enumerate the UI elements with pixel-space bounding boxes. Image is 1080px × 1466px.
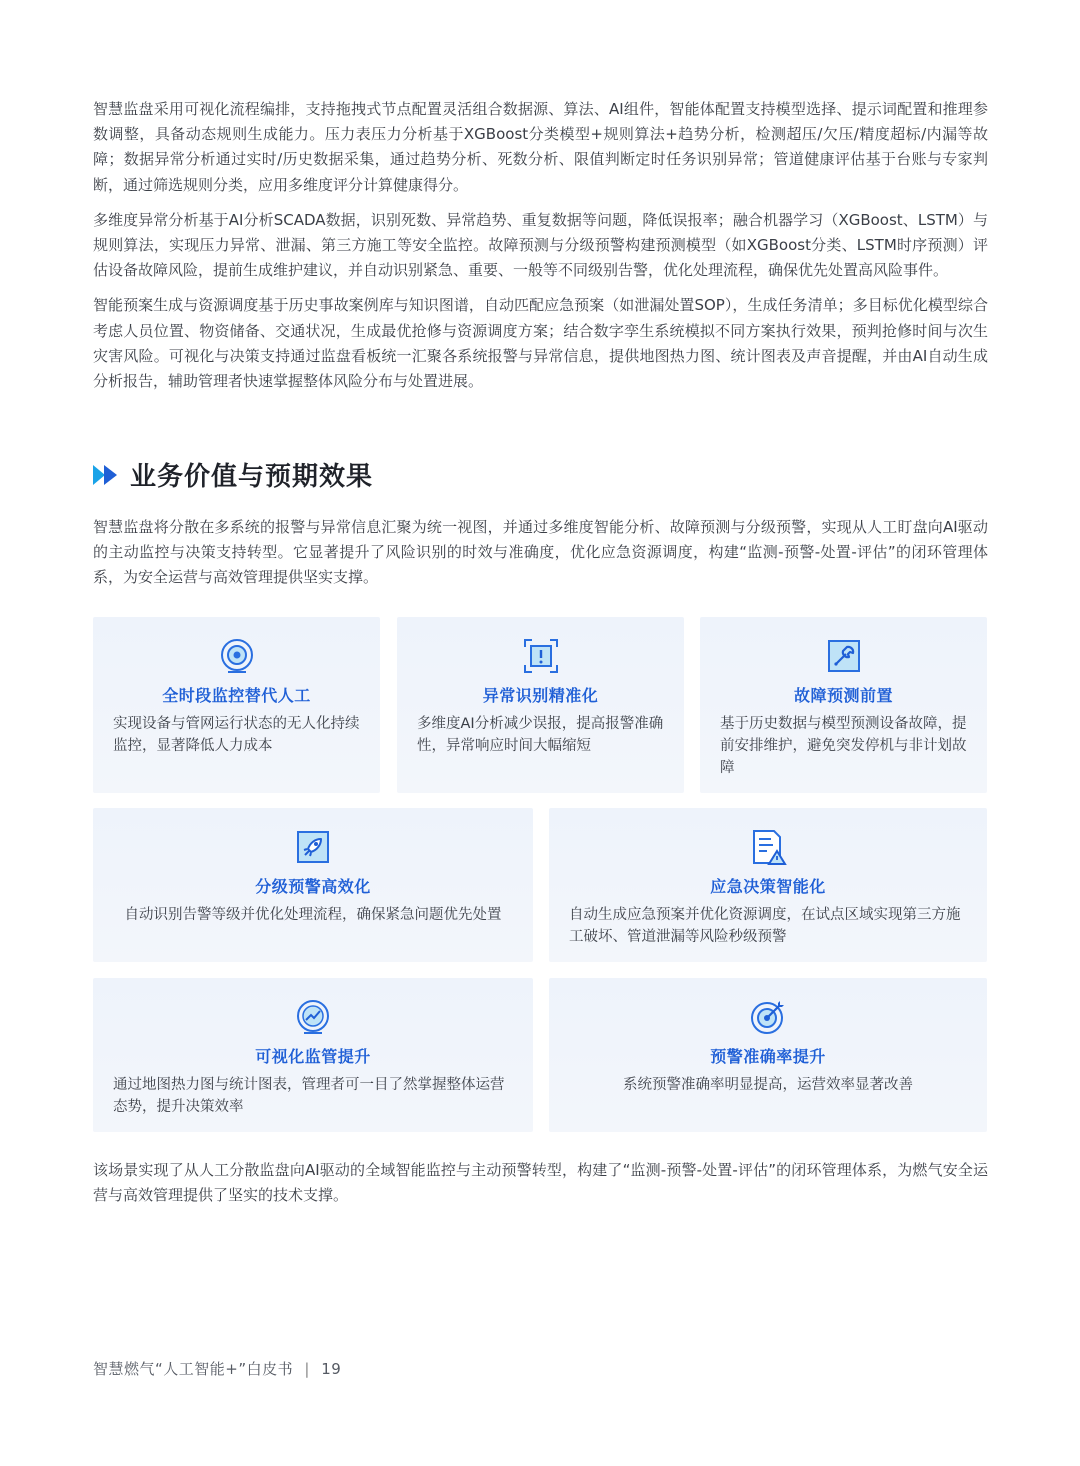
card-desc: 自动生成应急预案并优化资源调度，在试点区域实现第三方施工破坏、管道泄漏等风险秒级预警: [569, 907, 961, 945]
intro-paragraph-2: 多维度异常分析基于AI分析SCADA数据，识别死数、异常趋势、重复数据等问题，降低误报率；融合机器学习（XGBoost、LSTM）与规则算法，实现压力异常、泄漏、第三方施工等安全监控。故障预测与分级预警构建预测模型（如XGBoost分类、LSTM时序预测）评估设备故障风险，提前生成维护建议，并自动识别紧急、重要、一般等不同级别告警，优化处理流程，确保优先处置高风险事件。: [93, 210, 988, 280]
double-chevron-icon: [93, 463, 121, 487]
target-arrow-icon: [749, 998, 787, 1036]
intro-text: [93, 97, 988, 404]
intro-paragraph-3: 智能预案生成与资源调度基于历史事故案例库与知识图谱，自动匹配应急预案（如泄漏处置SOP），生成任务清单；多目标优化模型综合考虑人员位置、物资储备、交通状况，生成最优抢修与资源调度方案；结合数字孪生系统模拟不同方案执行效果，预判抢修时间与次生灾害风险。可视化与决策支持通过监盘看板统一汇聚各系统报警与异常信息，提供地图热力图、统计图表及声音提醒，并由AI自动生成分析报告，辅助管理者快速掌握整体风险分布与处置进展。: [93, 296, 988, 391]
card-desc: 实现设备与管网运行状态的无人化持续监控，显著降低人力成本: [113, 716, 360, 754]
trend-chart-icon: [294, 998, 332, 1036]
card-title: 分级预警高效化: [255, 877, 371, 896]
page-footer: [93, 1358, 341, 1379]
page-number: 19: [321, 1360, 342, 1378]
closing-paragraph: 该场景实现了从人工分散监盘向AI驱动的全域智能监控与主动预警转型，构建了“监测-预警-处置-评估”的闭环管理体系，为燃气安全运营与高效管理提供了坚实的技术支撑。: [93, 1161, 988, 1205]
value-card-visual-supervision: [93, 978, 533, 1132]
footer-separator: |: [304, 1360, 310, 1378]
card-desc: 系统预警准确率明显提高，运营效率显著改善: [623, 1077, 913, 1093]
card-title: 异常识别精准化: [482, 686, 599, 705]
card-desc: 基于历史数据与模型预测设备故障，提前安排维护，避免突发停机与非计划故障: [720, 716, 967, 776]
section-header: [93, 456, 373, 493]
card-desc: 多维度AI分析减少误报，提高报警准确性，异常响应时间大幅缩短: [417, 716, 664, 754]
rocket-icon: [294, 828, 332, 866]
card-title: 故障预测前置: [793, 686, 893, 705]
value-card-warning-accuracy: [549, 978, 987, 1132]
monitor-target-icon: [218, 637, 256, 675]
alert-scan-icon: [522, 637, 560, 675]
value-card-monitoring: [93, 617, 380, 793]
section-title: 业务价值与预期效果: [130, 462, 374, 492]
value-card-emergency-decision: [549, 808, 987, 962]
value-card-fault-prediction: [700, 617, 987, 793]
intro-paragraph-1: 智慧监盘采用可视化流程编排，支持拖拽式节点配置灵活组合数据源、算法、AI组件，智能体配置支持模型选择、提示词配置和推理参数调整，具备动态规则生成能力。压力表压力分析基于XGBoost分类模型+规则算法+趋势分析，检测超压/欠压/精度超标/内漏等故障；数据异常分析通过实时/历史数据采集，通过趋势分析、死数分析、限值判断定时任务识别异常；管道健康评估基于台账与专家判断，通过筛选规则分类，应用多维度评分计算健康得分。: [93, 100, 988, 194]
value-card-tiered-warning: [93, 808, 533, 962]
document-warning-icon: [749, 828, 787, 866]
value-card-anomaly: [397, 617, 684, 793]
card-title: 全时段监控替代人工: [162, 686, 311, 705]
card-title: 应急决策智能化: [710, 877, 826, 896]
footer-title: 智慧燃气“人工智能+”白皮书: [93, 1360, 294, 1378]
wrench-icon: [825, 637, 863, 675]
section-summary: 智慧监盘将分散在多系统的报警与异常信息汇聚为统一视图，并通过多维度智能分析、故障预测与分级预警，实现从人工盯盘向AI驱动的主动监控与决策支持转型。它显著提升了风险识别的时效与准确度，优化应急资源调度，构建“监测-预警-处置-评估”的闭环管理体系，为安全运营与高效管理提供坚实支撑。: [93, 518, 988, 587]
card-desc: 通过地图热力图与统计图表，管理者可一目了然掌握整体运营态势，提升决策效率: [113, 1077, 505, 1115]
card-desc: 自动识别告警等级并优化处理流程，确保紧急问题优先处置: [124, 907, 502, 923]
card-title: 可视化监管提升: [255, 1047, 371, 1066]
card-title: 预警准确率提升: [710, 1047, 826, 1066]
